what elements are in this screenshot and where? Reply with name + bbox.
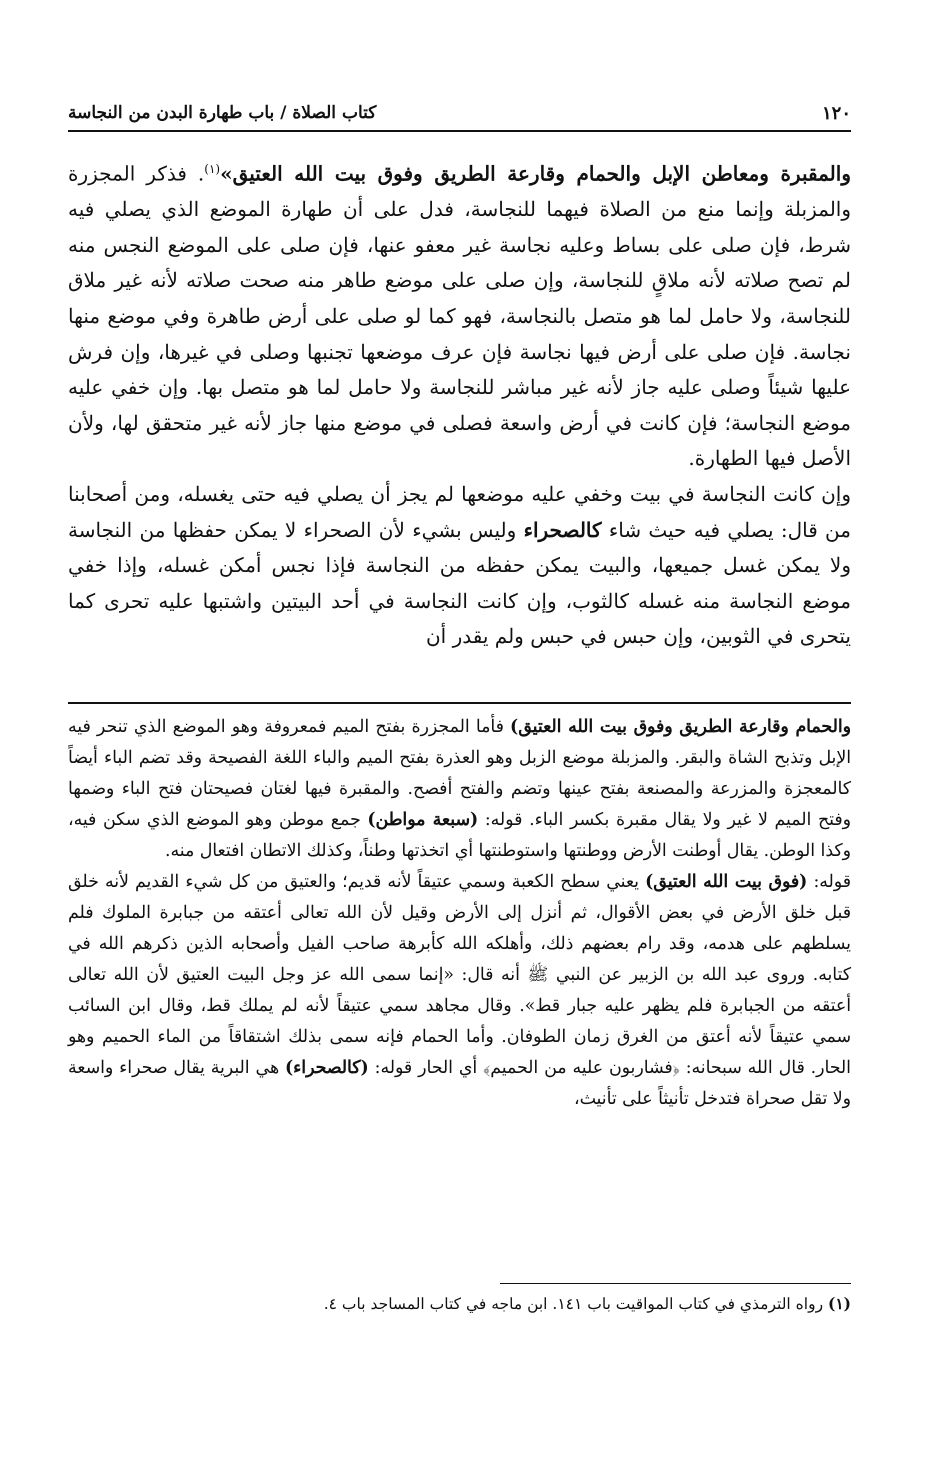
page-header bbox=[68, 96, 851, 132]
footnote-text: رواه الترمذي في كتاب المواقيت باب ١٤١. ابن ماجه في كتاب المساجد باب ٤. bbox=[323, 1295, 828, 1313]
running-title: كتاب الصلاة / باب طهارة البدن من النجاسة bbox=[68, 103, 377, 123]
commentary-divider bbox=[68, 702, 851, 704]
keyword-sahra: كالصحراء bbox=[523, 517, 602, 542]
commentary-text bbox=[68, 712, 851, 1115]
page-number: ١٢٠ bbox=[821, 102, 851, 124]
main-paragraph-1-text: . فذكر المجزرة والمزبلة وإنما منع من الصلاة فيهما للنجاسة، فدل على أن طهارة الموضع الذي يصلي فيه شرط، فإن صلى على بساط وعليه نجاسة غير معفو عنها، فإن صلى على الموضع النجس منه لم تصح صلاته لأنه ملاقٍ للنجاسة، وإن صلى على موضع طاهر منه صحت صلاته لأنه غير ملاق للنجاسة، ولا حامل لما هو متصل بالنجاسة، فهو كما لو صلى على أرض طاهرة وفي موضع منها نجاسة. فإن صلى على أرض فيها نجاسة فإن عرف موضعها تجنبها وصلى في غيرها، وإن فرش عليها شيئاً وصلى عليه جاز لأنه غير مباشر للنجاسة ولا حامل لما هو متصل بها. وإن خفي عليه موضع النجاسة؛ فإن كانت في أرض واسعة فصلى في موضع منها جاز لأنه غير متحقق لها، ولأن الأصل فيها الطهارة. bbox=[68, 161, 851, 471]
main-paragraph-1 bbox=[68, 152, 851, 477]
commentary-lemma-3: (فوق بيت الله العتيق) bbox=[645, 872, 808, 892]
commentary-paragraph-1 bbox=[68, 712, 851, 867]
commentary-lemma-4: (كالصحراء) bbox=[285, 1058, 369, 1078]
main-text bbox=[68, 152, 851, 655]
main-paragraph-2-a: وإن كانت النجاسة في بيت وخفي عليه موضعها لم يجز أن يصلي فيه حتى يغسله، ومن أصحابنا من قال: يصلي فيه حيث شاء bbox=[68, 482, 851, 542]
commentary-text-4: هي البرية يقال صحراء واسعة ولا تقل صحراة فتدخل تأنيثاً على تأنيث، bbox=[68, 1058, 851, 1109]
footnote bbox=[68, 1290, 851, 1318]
commentary-lemma-2: (سبعة مواطن) bbox=[367, 810, 479, 830]
footnote-divider bbox=[500, 1283, 851, 1284]
commentary-text-3: يعني سطح الكعبة وسمي عتيقاً لأنه قديم؛ والعتيق من كل شيء القديم لأنه خلق قبل خلق الأرض في بعض الأقوال، ثم أنزل إلى الأرض وقيل لأن الله تعالى أعتقه من جبابرة الملوك فلم يسلطهم على هدمه، وقد رام بعضهم ذلك، وأهلكه الله كأبرهة صاحب الفيل وأصحابه الذين ذكرهم الله في كتابه. وروى عبد الله بن الزبير عن النبي ﷺ أنه قال: «إنما سمى الله عز وجل البيت العتيق لأن الله تعالى أعتقه من الجبابرة فلم يظهر عليه جبار قط». وقال مجاهد سمي عتيقاً لأنه لم يملك قط، وقال ابن السائب سمي عتيقاً لأنه أعتق من الغرق زمان الطوفان. وأما الحمام فإنه سمى بذلك اشتقاقاً من الماء الحميم وهو الحار. قال الله سبحانه: ﴿فشاربون عليه من الحميم﴾ أي الحار قوله: bbox=[68, 872, 851, 1078]
main-paragraph-2-b: وليس بشيء لأن الصحراء لا يمكن حفظها من النجاسة ولا يمكن غسل جميعها، والبيت يمكن حفظه من النجاسة فإذا نجس أمكن غسله، وإذا خفي موضع النجاسة منه غسله كالثوب، وإن كانت النجاسة في أحد البيتين واشتبها عليه تحرى كما يتحرى في الثوبين، وإن حبس في حبس ولم يقدر أن bbox=[68, 517, 851, 649]
commentary-lemma-1: والحمام وقارعة الطريق وفوق بيت الله العتيق) bbox=[510, 717, 851, 737]
footnote-ref: (١) bbox=[204, 162, 221, 176]
hadith-quote: والمقبرة ومعاطن الإبل والحمام وقارعة الطريق وفوق بيت الله العتيق» bbox=[220, 161, 851, 186]
commentary-text-1: فأما المجزرة بفتح الميم فمعروفة وهو الموضع الذي تنحر فيه الإبل وتذبح الشاة والبقر. والمزبلة موضع الزبل وهو العذرة بفتح الميم والباء اللغة الفصيحة وقد تضم الباء أيضاً كالمعجزة والمزرعة والمصنعة بفتح عينها وتضم والفتح أفصح. والمقبرة فيها لغتان فصيحتان فتح الباء وضمها وفتح الميم لا غير ولا يقال مقبرة بكسر الباء. قوله: bbox=[68, 717, 851, 830]
commentary-paragraph-2 bbox=[68, 867, 851, 1115]
commentary-text-2: جمع موطن وهو الموضع الذي سكن فيه، وكذا الوطن. يقال أوطنت الأرض ووطنتها واستوطنتها أي اتخذتها وطناً، وكذلك الاتطان افتعال منه. bbox=[68, 810, 851, 861]
footnote-marker: (١) bbox=[827, 1294, 851, 1313]
main-paragraph-2 bbox=[68, 477, 851, 655]
commentary-label-3: قوله: bbox=[807, 872, 851, 892]
